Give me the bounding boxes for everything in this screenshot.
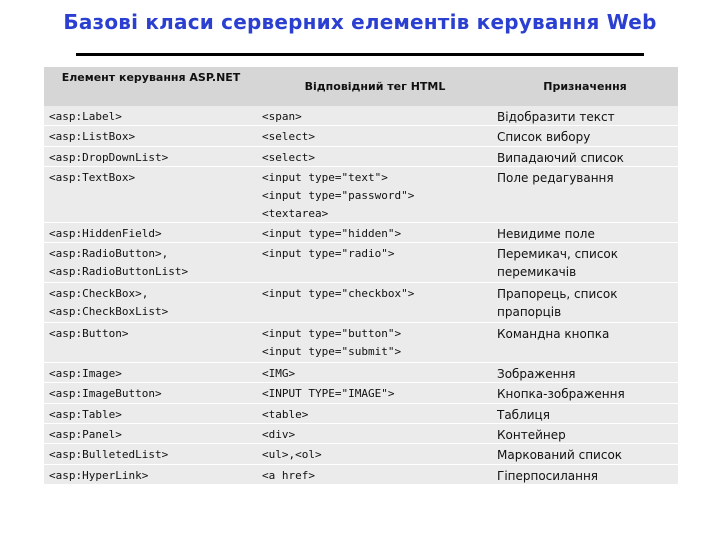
cell-html-tag: <input type="button"> <input type="submit"> [262, 327, 402, 358]
table-row [44, 424, 678, 444]
table-row [44, 167, 678, 223]
cell-control: <asp:HyperLink> [49, 469, 149, 482]
cell-html-tag: <input type="radio"> [262, 247, 395, 260]
cell-purpose: Таблиця [497, 408, 550, 422]
cell-control: <asp:BulletedList> [49, 448, 169, 461]
cell-purpose: Список вибору [497, 130, 591, 144]
cell-html-tag: <input type="checkbox"> [262, 287, 415, 300]
cell-purpose: Поле редагування [497, 171, 614, 185]
table-row [44, 444, 678, 465]
table-row [44, 147, 678, 167]
cell-control: <asp:ListBox> [49, 130, 136, 143]
header-html-tag: Відповідний тег HTML [304, 80, 446, 93]
cell-control: <asp:Panel> [49, 428, 122, 441]
cell-html-tag: <INPUT TYPE="IMAGE"> [262, 387, 395, 400]
cell-control: <asp:CheckBox>, <asp:CheckBoxList> [49, 287, 169, 318]
cell-purpose: Перемикач, список перемикачів [497, 247, 619, 279]
table-row [44, 363, 678, 383]
table-row [44, 404, 678, 424]
table-row [44, 106, 678, 126]
controls-table [44, 67, 678, 485]
header-purpose: Призначення [543, 80, 627, 93]
cell-purpose: Контейнер [497, 428, 566, 442]
cell-purpose: Гіперпосилання [497, 469, 599, 483]
cell-purpose: Кнопка-зображення [497, 387, 625, 401]
cell-control: <asp:Table> [49, 408, 122, 421]
cell-control: <asp:DropDownList> [49, 151, 169, 164]
cell-purpose: Невидиме поле [497, 227, 595, 241]
cell-purpose: Маркований список [497, 448, 623, 462]
cell-html-tag: <input type="hidden"> [262, 227, 402, 240]
cell-purpose: Командна кнопка [497, 327, 610, 341]
cell-html-tag: <table> [262, 408, 309, 421]
table-row [44, 323, 678, 363]
table-row [44, 383, 678, 404]
cell-control: <asp:ImageButton> [49, 387, 162, 400]
cell-control: <asp:Button> [49, 327, 129, 340]
cell-html-tag: <IMG> [262, 367, 296, 380]
cell-html-tag: <select> [262, 130, 315, 143]
cell-control: <asp:Image> [49, 367, 122, 380]
cell-control: <asp:HiddenField> [49, 227, 162, 240]
table-row [44, 243, 678, 283]
cell-html-tag: <input type="text"> <input type="password"> <textarea> [262, 171, 415, 220]
cell-html-tag: <ul>,<ol> [262, 448, 322, 461]
cell-html-tag: <select> [262, 151, 315, 164]
cell-control: <asp:Label> [49, 110, 122, 123]
cell-purpose: Прапорець, список прапорців [497, 287, 618, 319]
table-row [44, 465, 678, 485]
cell-html-tag: <span> [262, 110, 302, 123]
table-row [44, 126, 678, 147]
cell-purpose: Зображення [497, 367, 576, 381]
table-row [44, 283, 678, 323]
header-control: Елемент керування ASP.NET [61, 71, 241, 84]
cell-html-tag: <div> [262, 428, 296, 441]
cell-control: <asp:TextBox> [49, 171, 136, 184]
cell-purpose: Випадаючий список [497, 151, 624, 165]
table-body [44, 106, 678, 485]
title-underline [76, 53, 644, 56]
cell-control: <asp:RadioButton>, <asp:RadioButtonList> [49, 247, 189, 278]
table-row [44, 223, 678, 243]
table-header [44, 67, 678, 106]
cell-purpose: Відобразити текст [497, 110, 615, 124]
cell-html-tag: <a href> [262, 469, 315, 482]
slide-title: Базові класи серверних елементів керування Web [63, 10, 657, 34]
